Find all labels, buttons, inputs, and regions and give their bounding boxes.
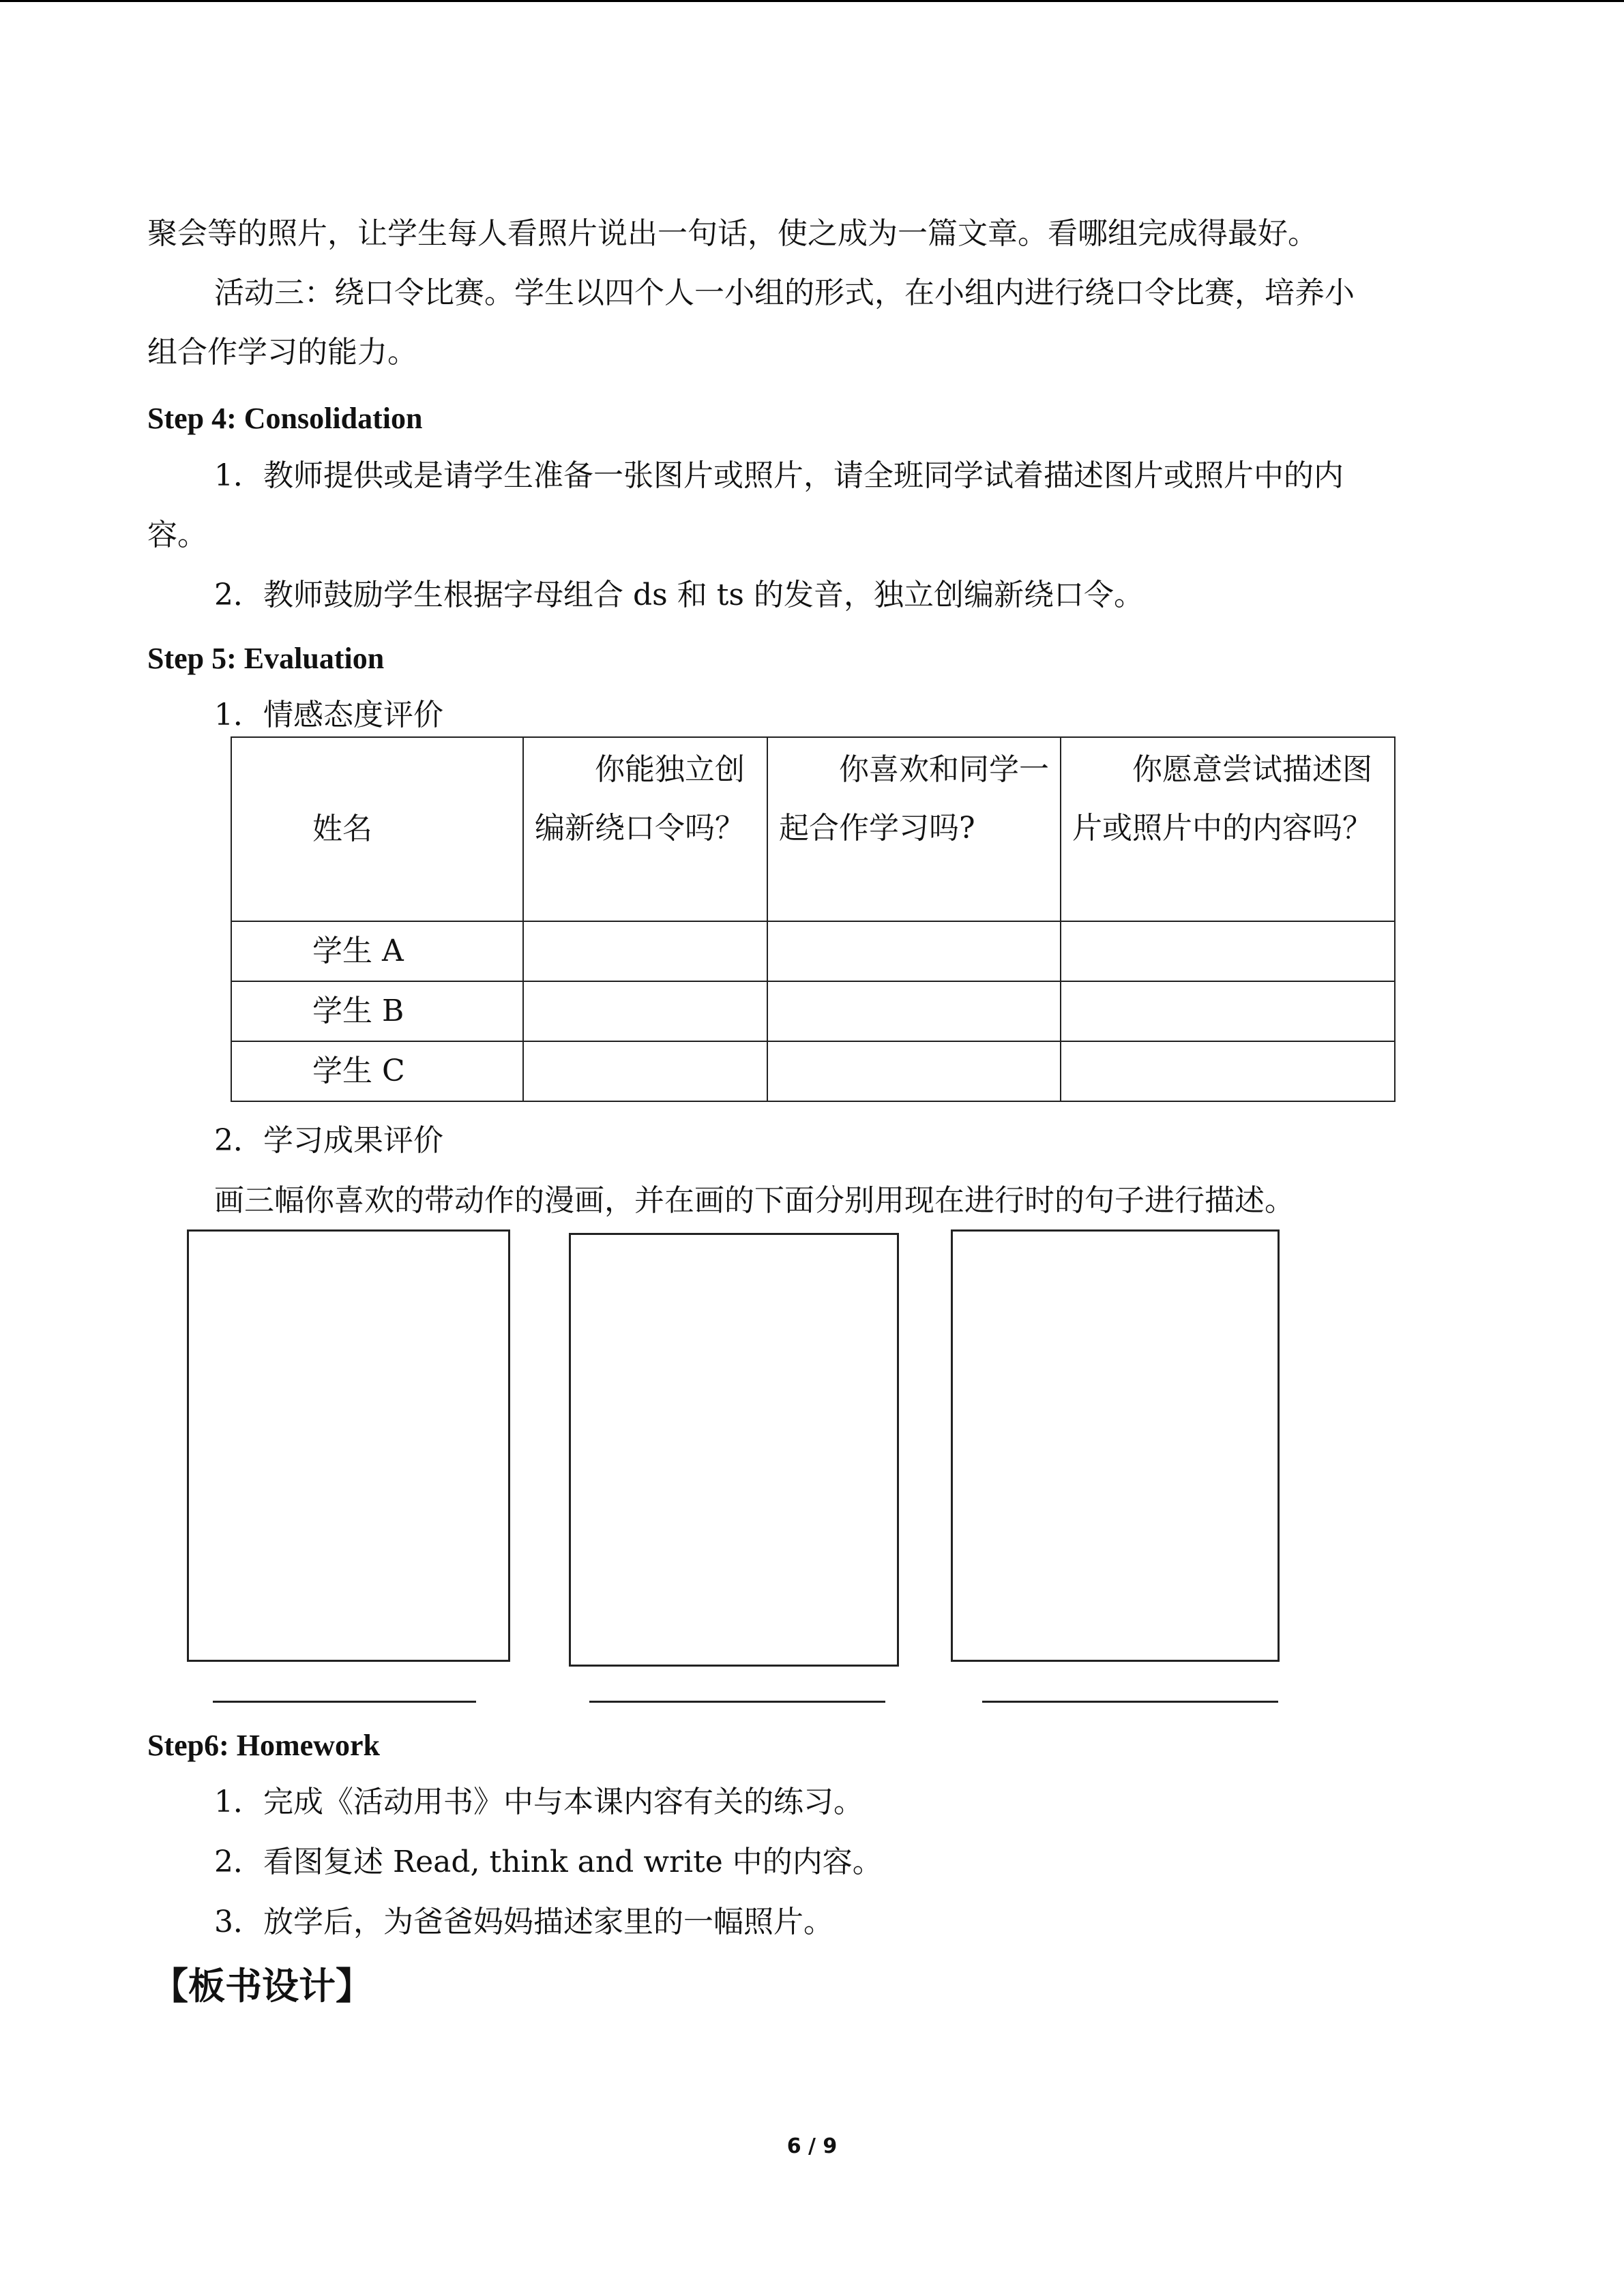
table-header-cell: 姓名	[231, 737, 523, 921]
evaluation-table	[231, 736, 1396, 1102]
step5-sub-1: 1．情感态度评价	[214, 698, 443, 732]
page-top-border	[0, 0, 1624, 2]
homework-item-1: 1．完成《活动用书》中与本课内容有关的练习。	[214, 1785, 863, 1819]
table-cell[interactable]	[767, 981, 1061, 1041]
student-name-cell: 学生 B	[231, 981, 523, 1041]
table-header-cell	[767, 737, 1061, 921]
step4-item-2: 2．教师鼓励学生根据字母组合 ds 和 ts 的发音，独立创编新绕口令。	[214, 578, 1144, 612]
page-number: 6 / 9	[786, 2134, 838, 2158]
table-cell[interactable]	[767, 921, 1061, 981]
table-cell[interactable]	[1061, 921, 1395, 981]
student-name-cell: 学生 C	[231, 1041, 523, 1101]
drawing-box-3[interactable]	[951, 1229, 1280, 1662]
table-header-cell	[1061, 737, 1395, 921]
paragraph-line: 聚会等的照片，让学生每人看照片说出一句话，使之成为一篇文章。看哪组完成得最好。	[147, 216, 1318, 251]
table-cell[interactable]	[523, 1041, 767, 1101]
table-cell[interactable]	[523, 981, 767, 1041]
table-cell[interactable]	[767, 1041, 1061, 1101]
drawing-box-1[interactable]	[187, 1229, 510, 1662]
drawing-instruction: 画三幅你喜欢的带动作的漫画，并在画的下面分别用现在进行时的句子进行描述。	[214, 1183, 1295, 1218]
header-text: 你喜欢和同学一起合作学习吗?	[779, 752, 1049, 846]
step4-item-1-cont: 容。	[147, 518, 207, 552]
table-cell[interactable]	[1061, 981, 1395, 1041]
caption-line-2[interactable]	[589, 1701, 885, 1703]
header-text: 你能独立创编新绕口令吗？	[535, 752, 745, 846]
caption-line-3[interactable]	[982, 1701, 1278, 1703]
table-cell[interactable]	[1061, 1041, 1395, 1101]
activity-three-line: 活动三：绕口令比赛。学生以四个人一小组的形式，在小组内进行绕口令比赛，培养小	[214, 275, 1355, 310]
homework-item-2: 2．看图复述 Read, think and write 中的内容。	[214, 1845, 883, 1879]
student-name-cell: 学生 A	[231, 921, 523, 981]
step5-heading: Step 5: Evaluation	[147, 642, 385, 675]
step6-heading: Step6: Homework	[147, 1729, 380, 1762]
step4-item-1: 1．教师提供或是请学生准备一张图片或照片，请全班同学试着描述图片或照片中的内	[214, 458, 1344, 493]
board-design-title: 【板书设计】	[151, 1964, 372, 2008]
table-cell[interactable]	[523, 921, 767, 981]
homework-item-3: 3．放学后，为爸爸妈妈描述家里的一幅照片。	[214, 1905, 833, 1939]
caption-line-1[interactable]	[213, 1701, 476, 1703]
table-row	[231, 921, 1395, 981]
header-text: 你愿意尝试描述图片或照片中的内容吗？	[1072, 752, 1372, 846]
table-header-cell	[523, 737, 767, 921]
step5-sub-2: 2．学习成果评价	[214, 1123, 443, 1158]
drawing-box-2[interactable]	[569, 1233, 899, 1667]
step4-heading: Step 4: Consolidation	[147, 402, 423, 435]
activity-three-line: 组合作学习的能力。	[147, 335, 417, 370]
table-header-row	[231, 737, 1395, 921]
table-row	[231, 981, 1395, 1041]
table-row	[231, 1041, 1395, 1101]
